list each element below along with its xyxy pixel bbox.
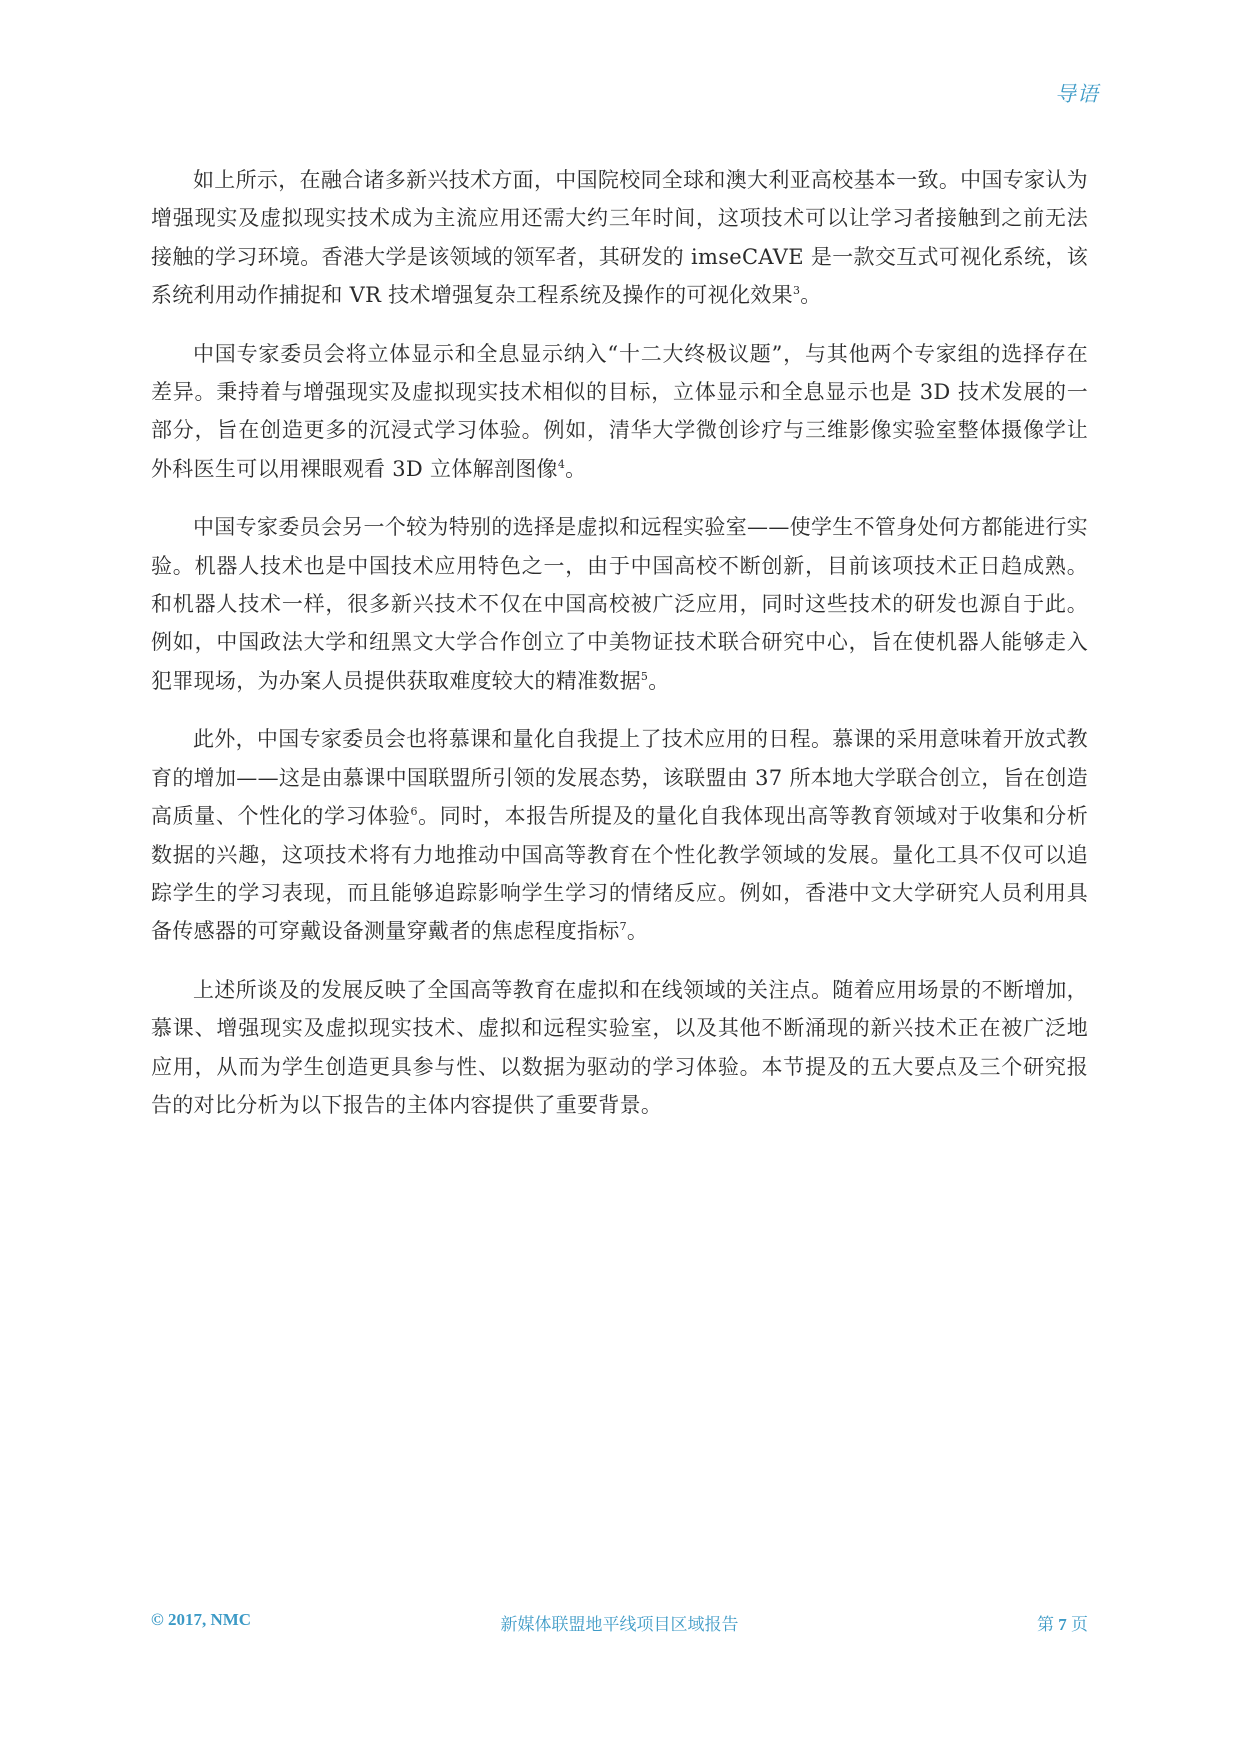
paragraph-4 [151, 720, 1088, 950]
paragraph-3-tail: 。 [648, 668, 670, 693]
footnote-ref-7: 7 [619, 920, 627, 934]
paragraph-5 [151, 971, 1088, 1125]
section-header-title: 导语 [1055, 82, 1099, 106]
footnote-ref-5: 5 [640, 669, 649, 683]
footer-page-number [1037, 1610, 1088, 1635]
paragraph-4-text: 此外，中国专家委员会也将慕课和量化自我提上了技术应用的日程。慕课的采用意味着开放式教育的增加——这是由慕课中国联盟所引领的发展态势，该联盟由 37 所本地大学联合创立，旨在创造高质量、个性化的学习体验 [151, 727, 1088, 829]
paragraph-1-tail: 。 [800, 283, 822, 308]
paragraph-2-text: 中国专家委员会将立体显示和全息显示纳入“十二大终极议题”，与其他两个专家组的选择存在差异。秉持着与增强现实及虚拟现实技术相似的目标，立体显示和全息显示也是 3D 技术发展的一部分，旨在创造更多的沉浸式学习体验。例如，清华大学微创诊疗与三维影像实验室整体摄像学让外科医生可以用裸眼观看 3D 立体解剖图像 [151, 341, 1088, 481]
footnote-ref-6: 6 [410, 805, 418, 819]
footnote-ref-3: 3 [792, 284, 801, 298]
body-text [151, 161, 1088, 1144]
footer-copyright: © 2017, NMC [151, 1610, 252, 1629]
page-prefix: 第 [1037, 1615, 1054, 1634]
paragraph-1-text: 如上所示，在融合诸多新兴技术方面，中国院校同全球和澳大利亚高校基本一致。中国专家认为增强现实及虚拟现实技术成为主流应用还需大约三年时间，这项技术可以让学习者接触到之前无法接触的学习环境。香港大学是该领域的领军者，其研发的 imseCAVE 是一款交互式可视化系统，该系统利用动作捕捉和 VR 技术增强复杂工程系统及操作的可视化效果 [151, 168, 1088, 308]
paragraph-3-text: 中国专家委员会另一个较为特别的选择是虚拟和远程实验室——使学生不管身处何方都能进行实验。机器人技术也是中国技术应用特色之一，由于中国高校不断创新，目前该项技术正日趋成熟。和机器人技术一样，很多新兴技术不仅在中国高校被广泛应用，同时这些技术的研发也源自于此。例如，中国政法大学和纽黑文大学合作创立了中美物证技术联合研究中心，旨在使机器人能够走入犯罪现场，为办案人员提供获取难度较大的精准数据 [151, 515, 1088, 693]
paragraph-5-text: 上述所谈及的发展反映了全国高等教育在虚拟和在线领域的关注点。随着应用场景的不断增加，慕课、增强现实及虚拟现实技术、虚拟和远程实验室，以及其他不断涌现的新兴技术正在被广泛地应用，从而为学生创造更具参与性、以数据为驱动的学习体验。本节提及的五大要点及三个研究报告的对比分析为以下报告的主体内容提供了重要背景。 [151, 977, 1088, 1117]
paragraph-1 [151, 161, 1088, 315]
paragraph-3 [151, 508, 1088, 700]
page-footer [151, 1610, 1088, 1640]
paragraph-2 [151, 335, 1088, 489]
page-number: 7 [1058, 1615, 1067, 1634]
footnote-ref-4: 4 [557, 457, 566, 471]
footer-report-title: 新媒体联盟地平线项目区域报告 [500, 1615, 739, 1634]
page-suffix: 页 [1071, 1615, 1088, 1634]
paragraph-4-tail-2: 。 [626, 919, 649, 944]
paragraph-4-tail: 。同时，本报告所提及的量化自我体现出高等教育领域对于收集和分析数据的兴趣，这项技术将有力地推动中国高等教育在个性化教学领域的发展。量化工具不仅可以追踪学生的学习表现，而且能够追踪影响学生学习的情绪反应。例如，香港中文大学研究人员利用具备传感器的可穿戴设备测量穿戴者的焦虑程度指标 [151, 804, 1088, 944]
paragraph-2-tail: 。 [565, 456, 587, 481]
